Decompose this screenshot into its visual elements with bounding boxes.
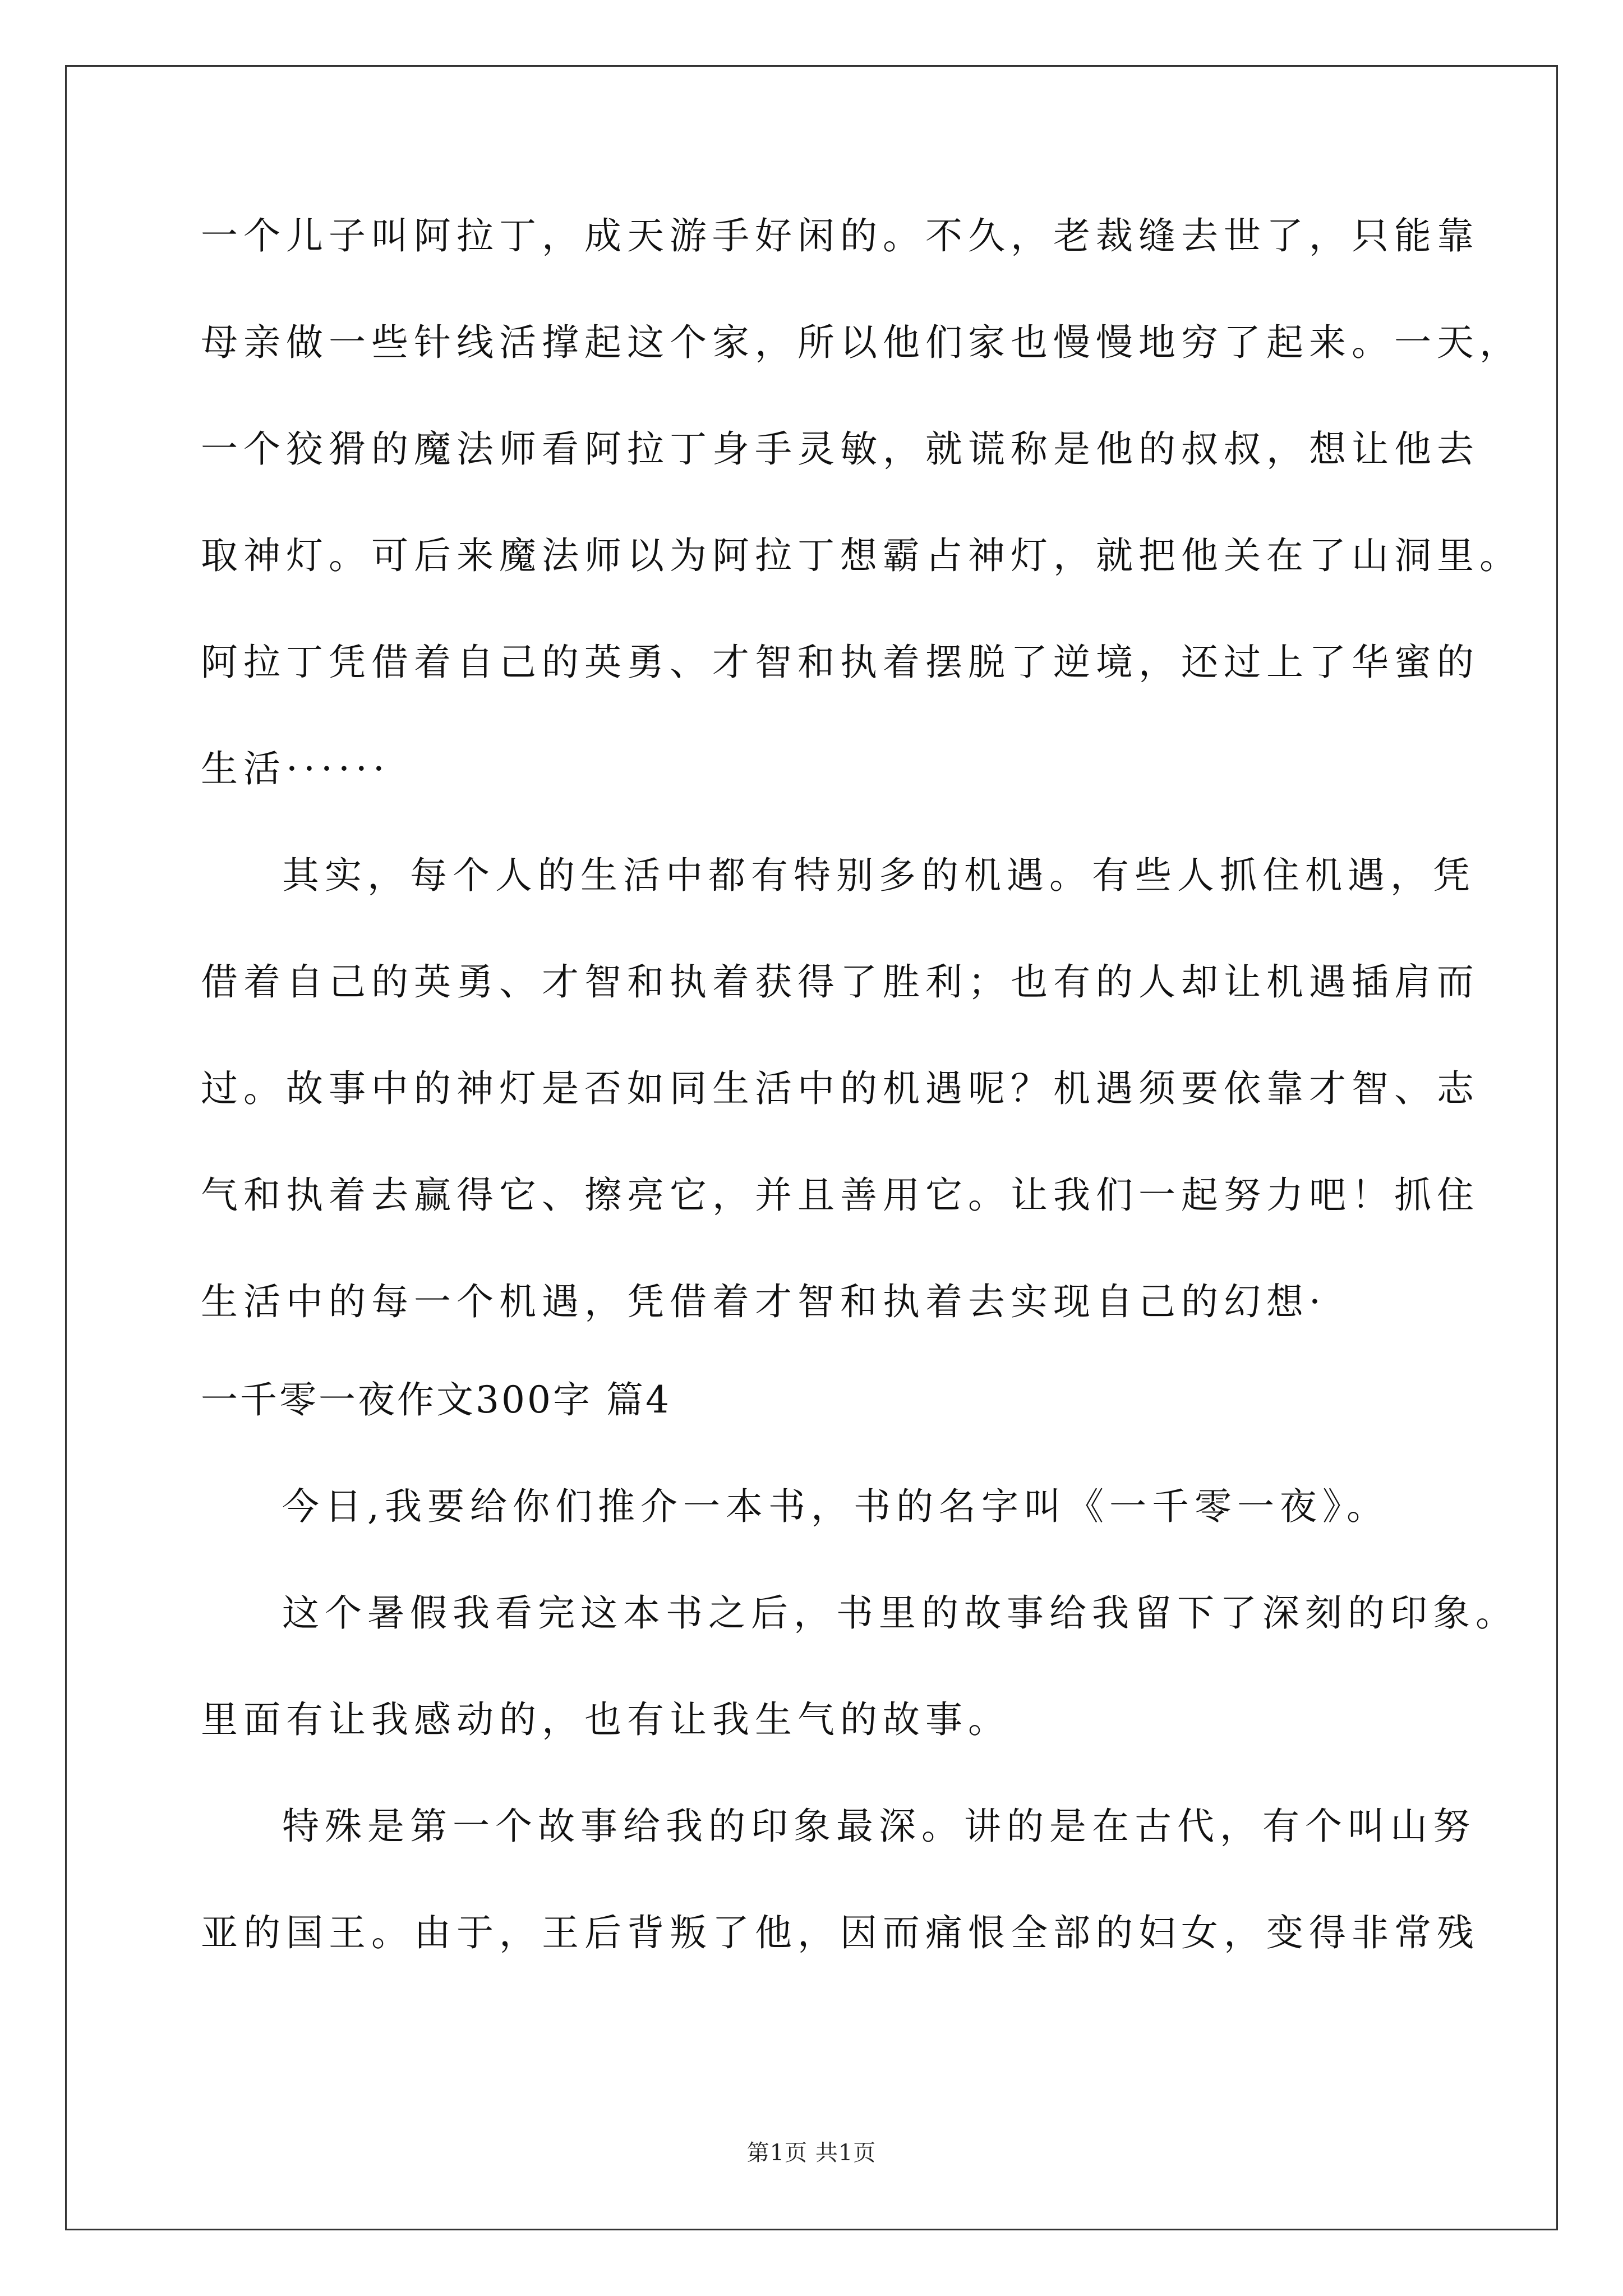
text-line: 母亲做一些针线活撑起这个家，所以他们家也慢慢地穷了起来。一天， [201,321,1522,364]
text-line: 生活中的每一个机遇，凭借着才智和执着去实现自己的幻想· [201,1280,1326,1323]
page-border [65,65,1558,2230]
text-line: 取神灯。可后来魔法师以为阿拉丁想霸占神灯，就把他关在了山洞里。 [201,534,1522,577]
page-footer: 第1页 共1页 [746,2140,877,2166]
text-line: 借着自己的英勇、才智和执着获得了胜利；也有的人却让机遇插肩而 [201,960,1479,1004]
text-line: 这个暑假我看完这本书之后，书里的故事给我留下了深刻的印象。 [282,1591,1518,1635]
text-line: 过。故事中的神灯是否如同生活中的机遇呢？机遇须要依靠才智、志 [201,1067,1479,1110]
text-line: 气和执着去赢得它、擦亮它，并且善用它。让我们一起努力吧！抓住 [201,1174,1479,1217]
text-line: 里面有让我感动的，也有让我生气的故事。 [201,1698,1011,1741]
text-line: 阿拉丁凭借着自己的英勇、才智和执着摆脱了逆境，还过上了华蜜的 [201,641,1479,684]
text-line: 生活······ [201,747,390,790]
text-line: 亚的国王。由于，王后背叛了他，因而痛恨全部的妇女，变得非常残 [201,1911,1479,1954]
text-line: 今日,我要给你们推介一本书，书的名字叫《一千零一夜》。 [282,1485,1389,1528]
text-line: 其实，每个人的生活中都有特别多的机遇。有些人抓住机遇，凭 [282,854,1476,897]
text-line: 特殊是第一个故事给我的印象最深。讲的是在古代，有个叫山努 [282,1805,1476,1848]
text-line: 一个狡猾的魔法师看阿拉丁身手灵敏，就谎称是他的叔叔，想让他去 [201,427,1479,471]
section-heading: 一千零一夜作文300字 篇4 [201,1378,671,1421]
text-line: 一个儿子叫阿拉丁，成天游手好闲的。不久，老裁缝去世了，只能靠 [201,214,1479,257]
